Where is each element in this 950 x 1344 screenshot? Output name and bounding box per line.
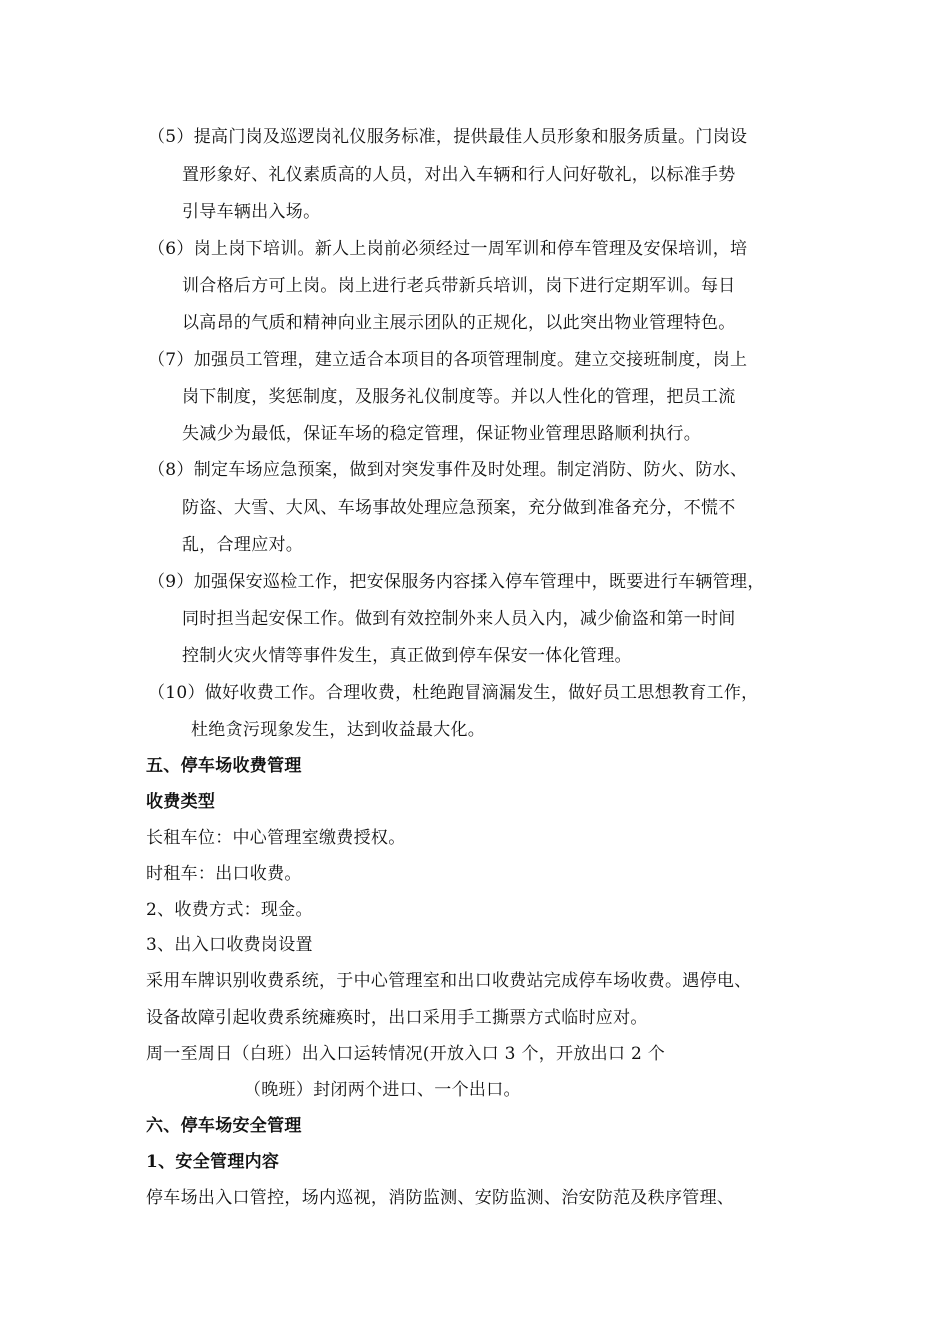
item-10-line-1: （10）做好收费工作。合理收费，杜绝跑冒滴漏发生，做好员工思想教育工作，	[148, 683, 759, 703]
section-5-line-2: 时租车：出口收费。	[146, 864, 302, 884]
section-5-line-5: 采用车牌识别收费系统，于中心管理室和出口收费站完成停车场收费。遇停电、	[146, 971, 752, 991]
item-7-line-1: （7）加强员工管理，建立适合本项目的各项管理制度。建立交接班制度，岗上	[148, 350, 748, 370]
item-5-line-1: （5）提高门岗及巡逻岗礼仪服务标准，提供最佳人员形象和服务质量。门岗设	[148, 127, 748, 147]
item-7-line-2: 岗下制度，奖惩制度，及服务礼仪制度等。并以人性化的管理，把员工流	[182, 387, 736, 407]
section-6-subtitle: 1、安全管理内容	[146, 1152, 280, 1172]
section-5-line-3: 2、收费方式：现金。	[146, 900, 313, 920]
item-9-line-2: 同时担当起安保工作。做到有效控制外来人员入内，减少偷盗和第一时间	[182, 609, 736, 629]
item-8-line-2: 防盗、大雪、大风、车场事故处理应急预案，充分做到准备充分，不慌不	[182, 498, 736, 518]
section-5-line-8: （晚班）封闭两个进口、一个出口。	[244, 1080, 521, 1100]
section-5-line-4: 3、出入口收费岗设置	[146, 935, 313, 955]
item-6-line-3: 以高昂的气质和精神向业主展示团队的正规化，以此突出物业管理特色。	[182, 313, 736, 333]
item-9-line-1: （9）加强保安巡检工作，把安保服务内容揉入停车管理中，既要进行车辆管理，	[148, 572, 765, 592]
item-9-line-3: 控制火灾火情等事件发生，真正做到停车保安一体化管理。	[182, 646, 632, 666]
item-7-line-3: 失减少为最低，保证车场的稳定管理，保证物业管理思路顺利执行。	[182, 424, 701, 444]
item-6-line-1: （6）岗上岗下培训。新人上岗前必须经过一周军训和停车管理及安保培训，培	[148, 239, 748, 259]
item-5-line-2: 置形象好、礼仪素质高的人员，对出入车辆和行人问好敬礼，以标准手势	[182, 165, 736, 185]
section-5-line-7: 周一至周日（白班）出入口运转情况(开放入口 3 个，开放出口 2 个	[146, 1044, 666, 1064]
section-5-line-1: 长租车位：中心管理室缴费授权。	[146, 828, 406, 848]
section-6-title: 六、停车场安全管理	[146, 1116, 302, 1136]
item-5-line-3: 引导车辆出入场。	[182, 202, 321, 222]
section-6-line-1: 停车场出入口管控，场内巡视，消防监测、安防监测、治安防范及秩序管理、	[146, 1188, 735, 1208]
item-8-line-3: 乱，合理应对。	[182, 535, 304, 555]
item-8-line-1: （8）制定车场应急预案，做到对突发事件及时处理。制定消防、防火、防水、	[148, 460, 748, 480]
section-5-line-6: 设备故障引起收费系统瘫痪时，出口采用手工撕票方式临时应对。	[146, 1008, 648, 1028]
item-6-line-2: 训合格后方可上岗。岗上进行老兵带新兵培训，岗下进行定期军训。每日	[182, 276, 736, 296]
section-5-subtitle: 收费类型	[146, 792, 216, 812]
item-10-line-2: 杜绝贪污现象发生，达到收益最大化。	[191, 720, 486, 740]
section-5-title: 五、停车场收费管理	[146, 756, 302, 776]
